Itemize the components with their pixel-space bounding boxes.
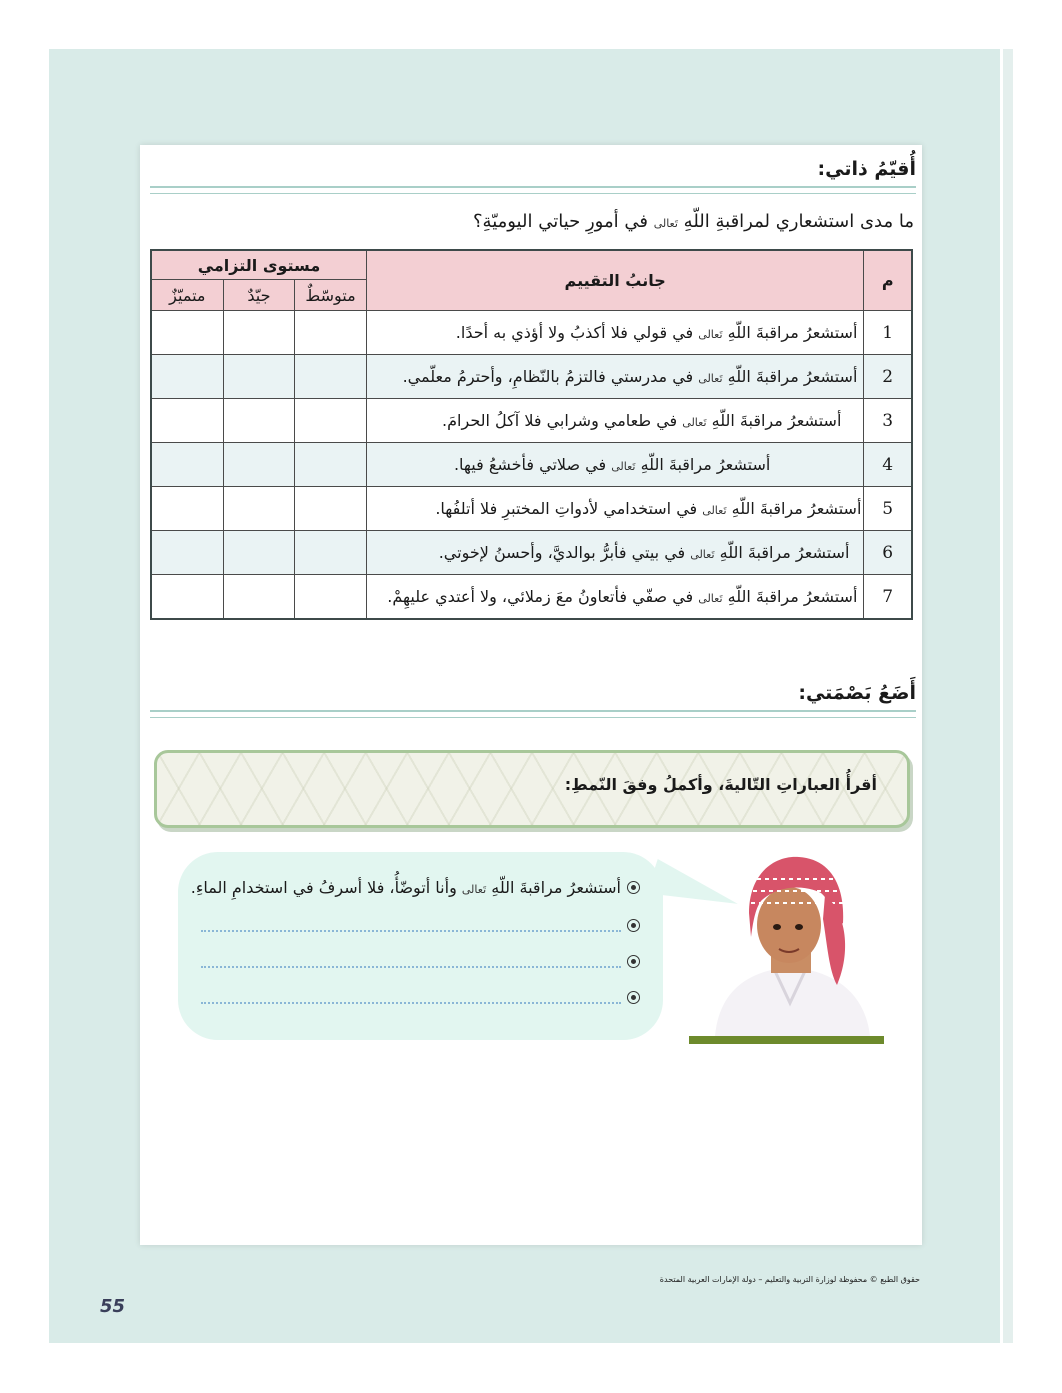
rating-cell-excellent[interactable] — [151, 575, 223, 620]
rating-cell-excellent[interactable] — [151, 443, 223, 487]
rating-cell-good[interactable] — [223, 355, 294, 399]
rating-cell-average[interactable] — [295, 399, 367, 443]
dotted-answer-field[interactable] — [201, 956, 621, 968]
table-row — [151, 487, 912, 531]
rating-cell-good[interactable] — [223, 531, 294, 575]
row-statement: أستشعرُ مراقبةَ اللّهِ تَعالى في بيتي فأبرُّ بوالديَّ، وأحسنُ لإخوتي. — [366, 531, 863, 575]
question-tail: في أمورِ حياتي اليوميّةِ؟ — [472, 211, 648, 232]
answer-line[interactable] — [201, 955, 640, 968]
rating-cell-good[interactable] — [223, 575, 294, 620]
rating-cell-excellent[interactable] — [151, 399, 223, 443]
rating-cell-average[interactable] — [295, 487, 367, 531]
frame-strip — [1003, 49, 1013, 1343]
header-level-average: متوسّطٌ — [295, 280, 367, 311]
section-title-my-imprint: أَضَعُ بَصْمَتي: — [798, 682, 916, 704]
row-number: 1 — [864, 311, 912, 355]
rating-cell-average[interactable] — [295, 355, 367, 399]
header-aspect: جانبُ التقييم — [366, 250, 863, 311]
table-row — [151, 399, 912, 443]
header-number: م — [864, 250, 912, 311]
section-divider — [150, 710, 916, 718]
answer-line[interactable] — [201, 991, 640, 1004]
instruction-banner — [154, 750, 910, 828]
row-number: 6 — [864, 531, 912, 575]
instruction-text: أقرأُ العباراتِ التّاليةَ، وأكملُ وفقَ النّمطِ: — [564, 775, 877, 794]
table-row — [151, 575, 912, 620]
row-statement: أستشعرُ مراقبةَ اللّهِ تَعالى في قولي فلا أكذبُ ولا أؤذي به أحدًا. — [366, 311, 863, 355]
assessment-question — [473, 211, 914, 232]
row-statement: أستشعرُ مراقبةَ اللّهِ تَعالى في صلاتي فأخشعُ فيها. — [366, 443, 863, 487]
row-number: 4 — [864, 443, 912, 487]
answer-line[interactable] — [201, 919, 640, 932]
copyright-note: حقوق الطبع © محفوظة لوزارة التربية والتعليم – دولة الإمارات العربية المتحدة — [659, 1275, 920, 1284]
page-number: 55 — [100, 1296, 126, 1317]
header-level-good: جيّدٌ — [223, 280, 294, 311]
bullet-icon — [627, 991, 640, 1004]
boy-illustration — [705, 853, 875, 1036]
header-commitment-level: مستوى التزامي — [151, 250, 366, 280]
rating-cell-average[interactable] — [295, 311, 367, 355]
row-statement: أستشعرُ مراقبةَ اللّهِ تَعالى في صفّي فأتعاونُ معَ زملائي، ولا أعتدي عليهِمْ. — [366, 575, 863, 620]
question-honorific: تَعالى — [653, 217, 678, 230]
rating-cell-excellent[interactable] — [151, 487, 223, 531]
rating-cell-excellent[interactable] — [151, 311, 223, 355]
section-divider — [150, 186, 916, 194]
rating-cell-good[interactable] — [223, 443, 294, 487]
example-text: أستشعرُ مراقبةَ اللّهِ تَعالى وأنا أتوضّأُ، فلا أسرفُ في استخدامِ الماءِ. — [190, 878, 621, 897]
table-row — [151, 531, 912, 575]
header-level-excellent: متميّزٌ — [151, 280, 223, 311]
row-statement: أستشعرُ مراقبةَ اللّهِ تَعالى في طعامي وشرابي فلا آكلُ الحرامَ. — [366, 399, 863, 443]
rating-cell-average[interactable] — [295, 531, 367, 575]
section-title-self-assessment: أُقيّمُ ذاتي: — [817, 158, 916, 180]
dotted-answer-field[interactable] — [201, 920, 621, 932]
table-row — [151, 443, 912, 487]
table-row — [151, 355, 912, 399]
rating-cell-average[interactable] — [295, 575, 367, 620]
dotted-answer-field[interactable] — [201, 992, 621, 1004]
table-row — [151, 311, 912, 355]
rating-cell-good[interactable] — [223, 487, 294, 531]
question-text: ما مدى استشعاري لمراقبةِ اللّهِ — [683, 211, 914, 232]
rating-cell-average[interactable] — [295, 443, 367, 487]
bullet-icon — [627, 919, 640, 932]
bullet-icon — [627, 881, 640, 894]
rating-cell-excellent[interactable] — [151, 531, 223, 575]
row-number: 5 — [864, 487, 912, 531]
rating-cell-excellent[interactable] — [151, 355, 223, 399]
row-number: 2 — [864, 355, 912, 399]
row-statement: أستشعرُ مراقبةَ اللّهِ تَعالى في مدرستي فالتزمُ بالنّظامِ، وأحترمُ معلّمي. — [366, 355, 863, 399]
row-number: 7 — [864, 575, 912, 620]
ground-bar — [689, 1036, 884, 1044]
row-number: 3 — [864, 399, 912, 443]
rating-cell-good[interactable] — [223, 399, 294, 443]
bullet-icon — [627, 955, 640, 968]
row-statement: أستشعرُ مراقبةَ اللّهِ تَعالى في استخدامي لأدواتِ المختبرِ فلا أتلفُها. — [366, 487, 863, 531]
rating-cell-good[interactable] — [223, 311, 294, 355]
example-line — [191, 878, 640, 897]
self-assessment-table — [150, 249, 913, 620]
